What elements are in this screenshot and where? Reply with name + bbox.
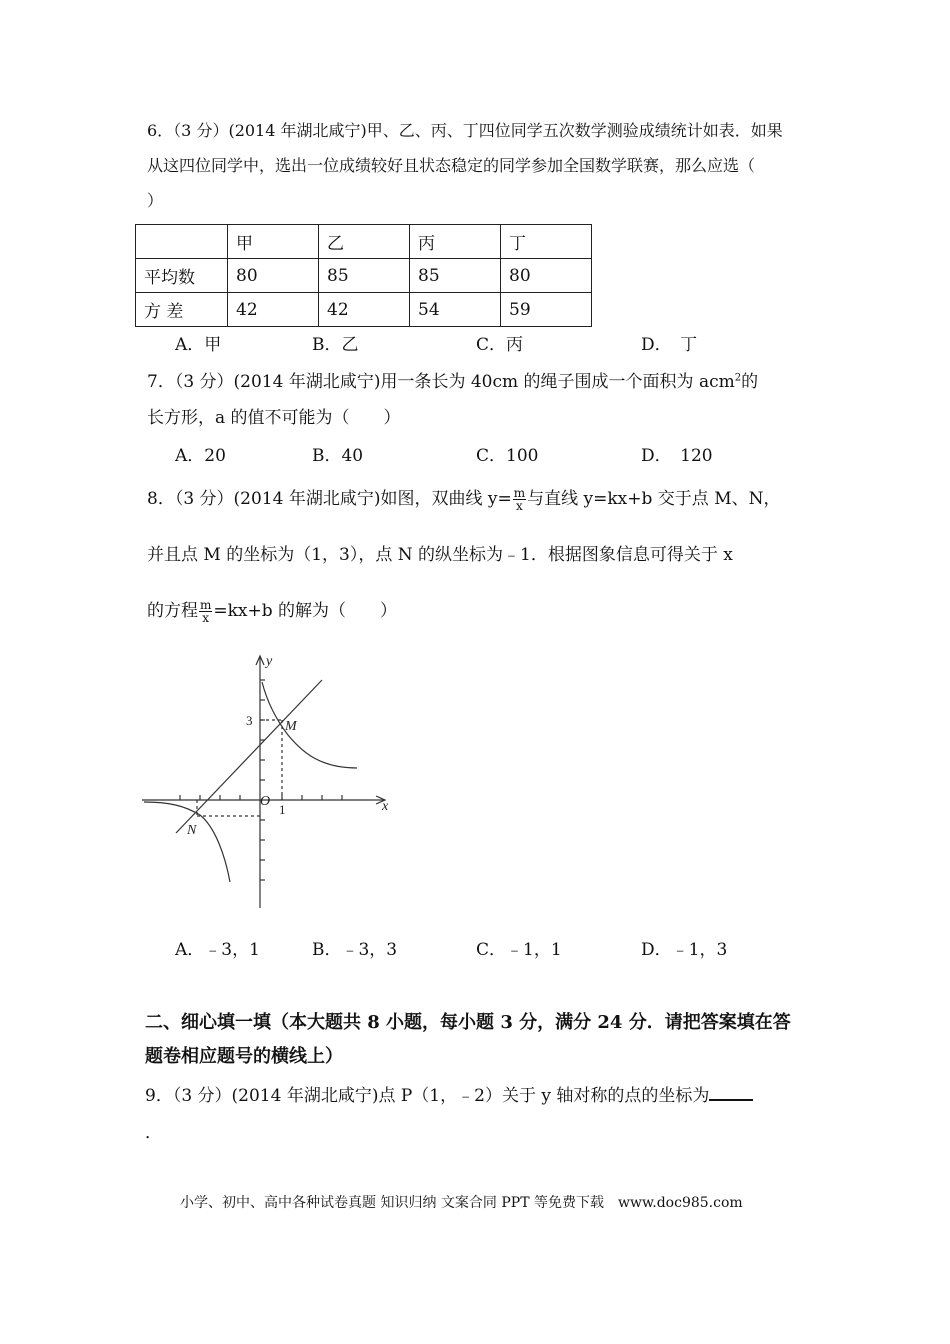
q9-text: 9．（3 分）(2014 年湖北咸宁)点 P（1，﹣2）关于 y 轴对称的点的坐标为 xyxy=(145,1086,710,1106)
q6-line-2: 从这四位同学中，选出一位成绩较好且状态稳定的同学参加全国数学联赛，那么应选（ xyxy=(147,156,756,175)
section-2-line-1: 二、细心填一填（本大题共 8 小题，每小题 3 分，满分 24 分．请把答案填在答 xyxy=(145,1012,791,1033)
section-2-heading xyxy=(145,1006,791,1074)
choice-c: C．100 xyxy=(476,446,539,466)
choice-a: A．﹣3，1 xyxy=(175,940,260,960)
table-cell: 80 xyxy=(501,259,592,293)
fraction-denominator: x xyxy=(202,611,210,625)
choice-d: D． 丁 xyxy=(641,335,698,355)
fraction-denominator: x xyxy=(516,499,523,513)
q7-choices xyxy=(175,441,815,465)
q9-line-2: ． xyxy=(145,1123,162,1143)
choice-a: A．20 xyxy=(175,446,226,466)
table-cell: 85 xyxy=(410,259,501,293)
straight-line xyxy=(176,680,322,833)
q7-line-1 xyxy=(147,367,758,392)
point-n-label: N xyxy=(187,823,197,838)
choice-d: D． 120 xyxy=(641,446,713,466)
choice-b: B．乙 xyxy=(312,335,359,355)
q8-line-2: 并且点 M 的坐标为（1，3），点 N 的纵坐标为﹣1．根据图象信息可得关于 x xyxy=(147,545,733,565)
answer-blank xyxy=(709,1083,753,1101)
q7-superscript: 2 xyxy=(734,372,742,384)
choice-b: B．﹣3，3 xyxy=(312,940,398,960)
fraction-numerator: m xyxy=(513,486,526,500)
table-cell: 方 差 xyxy=(136,293,228,327)
table-cell: 丁 xyxy=(501,225,592,259)
fraction xyxy=(513,487,526,512)
q8-text: 的方程 xyxy=(147,601,198,621)
stats-table xyxy=(135,224,592,327)
q8-line-1 xyxy=(147,484,780,512)
table-cell: 80 xyxy=(228,259,319,293)
q7-text: 7．（3 分）(2014 年湖北咸宁)用一条长为 40cm 的绳子围成一个面积为 acm xyxy=(147,372,735,392)
fraction-numerator: m xyxy=(200,598,212,612)
table-cell xyxy=(136,225,228,259)
q8-text: 8．（3 分）(2014 年湖北咸宁)如图，双曲线 y= xyxy=(147,489,512,509)
table-cell: 54 xyxy=(410,293,501,327)
table-cell: 42 xyxy=(319,293,410,327)
table-cell: 42 xyxy=(228,293,319,327)
x-axis-label: x xyxy=(382,799,389,814)
q7-text-end: 的 xyxy=(741,372,759,392)
origin-label: O xyxy=(260,794,271,809)
choice-b: B．40 xyxy=(312,446,364,466)
q6-line-3: ） xyxy=(147,191,164,210)
table-cell: 85 xyxy=(319,259,410,293)
q8-choices xyxy=(175,935,815,959)
table-cell: 59 xyxy=(501,293,592,327)
section-2-line-2: 题卷相应题号的横线上） xyxy=(145,1046,343,1067)
table-row xyxy=(136,293,592,327)
hyperbola-branch-lower xyxy=(144,802,230,882)
y-axis-label: y xyxy=(266,654,273,669)
choice-a: A．甲 xyxy=(175,335,222,355)
table-row xyxy=(136,259,592,293)
footer-text: 小学、初中、高中各种试卷真题 知识归纳 文案合同 PPT 等免费下载 www.doc985.com xyxy=(180,1195,743,1211)
choice-c: C．﹣1，1 xyxy=(476,940,562,960)
q8-text-cont: 与直线 y=kx+b 交于点 M、N， xyxy=(527,489,781,509)
hyperbola-branch-upper xyxy=(262,682,357,768)
q6-line-1: 6．（3 分）(2014 年湖北咸宁)甲、乙、丙、丁四位同学五次数学测验成绩统计如表．如果 xyxy=(147,121,783,140)
table-cell: 甲 xyxy=(228,225,319,259)
question-6 xyxy=(147,118,783,213)
tick-label-3: 3 xyxy=(246,713,253,728)
table-header-row xyxy=(136,225,592,259)
table-cell: 平均数 xyxy=(136,259,228,293)
choice-c: C．丙 xyxy=(476,335,524,355)
table-cell: 乙 xyxy=(319,225,410,259)
q7-line-2: 长方形，a 的值不可能为（ ） xyxy=(147,408,401,428)
point-m-label: M xyxy=(285,719,297,734)
table-cell: 丙 xyxy=(410,225,501,259)
fraction xyxy=(199,599,212,624)
q8-text-cont: =kx+b 的解为（ ） xyxy=(213,601,398,621)
tick-label-1: 1 xyxy=(279,802,286,817)
function-graph xyxy=(140,650,400,915)
q6-choices xyxy=(175,330,815,354)
q9-line-1 xyxy=(145,1081,753,1106)
q8-line-3 xyxy=(147,596,397,624)
choice-d: D．﹣1，3 xyxy=(641,940,728,960)
